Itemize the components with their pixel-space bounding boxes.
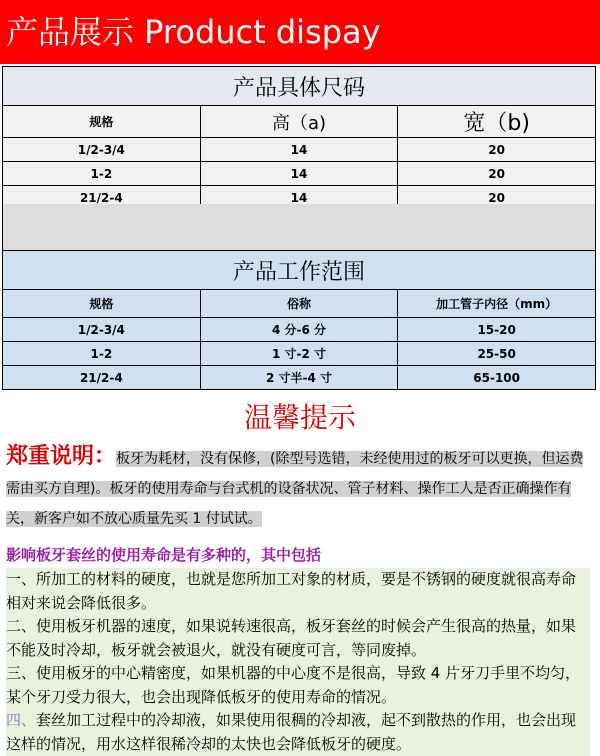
list-item: 二、使用板牙机器的速度，如果说转速很高，板牙套丝的时候会产生很高的热量，如果不能及时冷却，板牙就会被退火，就没有硬度可言，等同废掉。 (6, 617, 577, 659)
notice-text: 板牙为耗材，没有保修，(除型号选错，未经使用过的板牙可以更换，但运费需由买方自理)。板牙的使用寿命与台式机的设备状况、管子材料、操作工人是否正确操作有关，新客户如不放心质量先买 1 付试试。 (6, 451, 584, 527)
factor-number: 四、 (6, 711, 37, 729)
table-cell: 20 (398, 186, 596, 210)
size-header-width: 宽（b) (398, 106, 596, 138)
list-item: 三、使用板牙的中心精密度，如果机器的中心度不是很高，导致 4 片牙刀手里不均匀，某个牙刀受力很大，也会出现降低板牙的使用寿命的情况。 (6, 664, 581, 706)
table-cell: 15-20 (398, 318, 596, 342)
range-header-inner-diameter: 加工管子内径（mm） (398, 290, 596, 318)
list-item: 一、所加工的材料的硬度，也就是您所加工对象的材质，要是不锈钢的硬度就很高寿命相对来说会降低很多。 (6, 570, 577, 612)
range-header-common-name: 俗称 (200, 290, 398, 318)
table-row (3, 138, 596, 162)
range-table (2, 250, 596, 390)
factor-text: 套丝加工过程中的冷却液，如果使用很稠的冷却液，起不到散热的作用，也会出现这样的情况，用水这样很稀冷却的太快也会降低板牙的硬度。 (6, 711, 577, 753)
page-banner: 产品展示 Product dispay (0, 0, 600, 64)
table-cell: 1 寸-2 寸 (200, 342, 398, 366)
factors-title: 影响板牙套丝的使用寿命是有多种的，其中包括 (6, 546, 322, 564)
tips-title: 温馨提示 (243, 401, 356, 434)
size-header-height: 高（a) (200, 106, 398, 138)
table-cell: 1-2 (3, 162, 201, 186)
table-cell: 65-100 (398, 366, 596, 390)
table-cell: 21/2-4 (3, 186, 201, 210)
table-cell: 14 (200, 138, 398, 162)
factors-list (6, 568, 590, 756)
table-cell: 1/2-3/4 (3, 138, 201, 162)
table-cell: 4 分-6 分 (200, 318, 398, 342)
notice-heading: 郑重说明： (6, 444, 117, 469)
table-cell: 1/2-3/4 (3, 318, 201, 342)
notice-paragraph (6, 442, 592, 534)
size-table-title: 产品具体尺码 (3, 67, 596, 106)
table-row (3, 366, 596, 390)
table-row (3, 342, 596, 366)
table-cell: 21/2-4 (3, 366, 201, 390)
table-cell: 14 (200, 186, 398, 210)
table-spacer (2, 204, 596, 250)
size-table (2, 66, 596, 210)
table-cell: 20 (398, 162, 596, 186)
table-cell: 1-2 (3, 342, 201, 366)
size-header-spec: 规格 (3, 106, 201, 138)
table-cell: 25-50 (398, 342, 596, 366)
range-table-title: 产品工作范围 (3, 251, 596, 290)
table-cell: 20 (398, 138, 596, 162)
range-header-spec: 规格 (3, 290, 201, 318)
table-cell: 14 (200, 162, 398, 186)
table-row (3, 162, 596, 186)
table-row (3, 318, 596, 342)
table-cell: 2 寸半-4 寸 (200, 366, 398, 390)
list-item (6, 709, 590, 756)
